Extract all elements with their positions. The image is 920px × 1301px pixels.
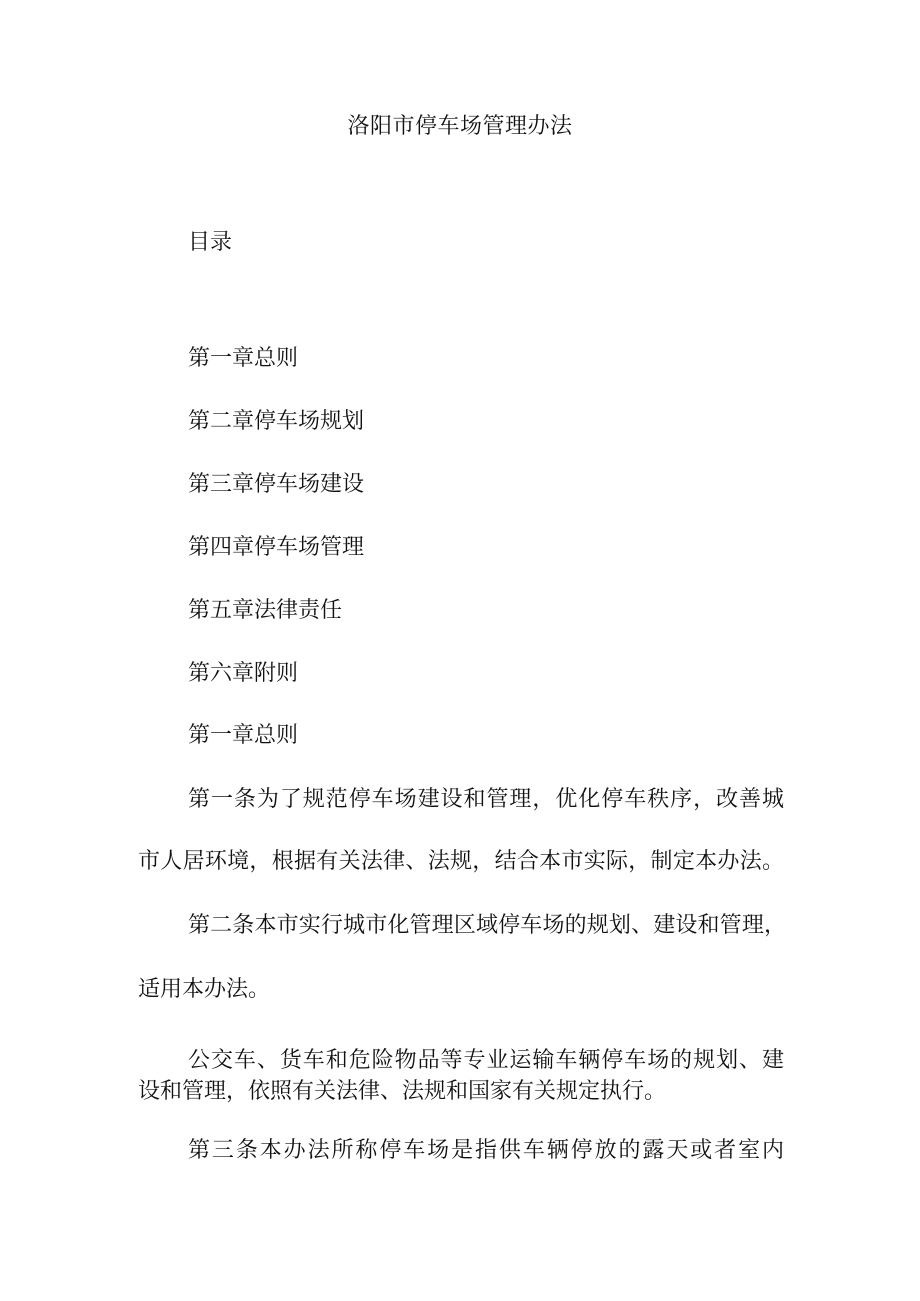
toc-heading: 目录 [188, 230, 233, 255]
article-2-para-2-line-1: 公交车、货车和危险物品等专业运输车辆停车场的规划、建 [188, 1048, 784, 1073]
article-3-line-1: 第三条本办法所称停车场是指供车辆停放的露天或者室内 [188, 1138, 784, 1163]
article-1-line-2: 市人居环境，根据有关法律、法规，结合本市实际，制定本办法。 [138, 849, 784, 874]
article-2-para-2-line-2: 设和管理，依照有关法律、法规和国家有关规定执行。 [138, 1079, 667, 1104]
toc-item: 第六章附则 [188, 661, 299, 686]
toc-item: 第一章总则 [188, 346, 299, 371]
toc-item: 第二章停车场规划 [188, 409, 365, 434]
toc-item: 第四章停车场管理 [188, 535, 365, 560]
toc-item: 第五章法律责任 [188, 598, 343, 623]
article-1-line-1: 第一条为了规范停车场建设和管理，优化停车秩序，改善城 [188, 787, 784, 812]
article-2-line-2: 适用本办法。 [138, 977, 271, 1002]
toc-item: 第三章停车场建设 [188, 472, 365, 497]
article-2-line-1: 第二条本市实行城市化管理区域停车场的规划、建设和管理， [188, 913, 786, 938]
chapter-heading: 第一章总则 [188, 723, 299, 748]
document-title: 洛阳市停车场管理办法 [347, 114, 573, 139]
